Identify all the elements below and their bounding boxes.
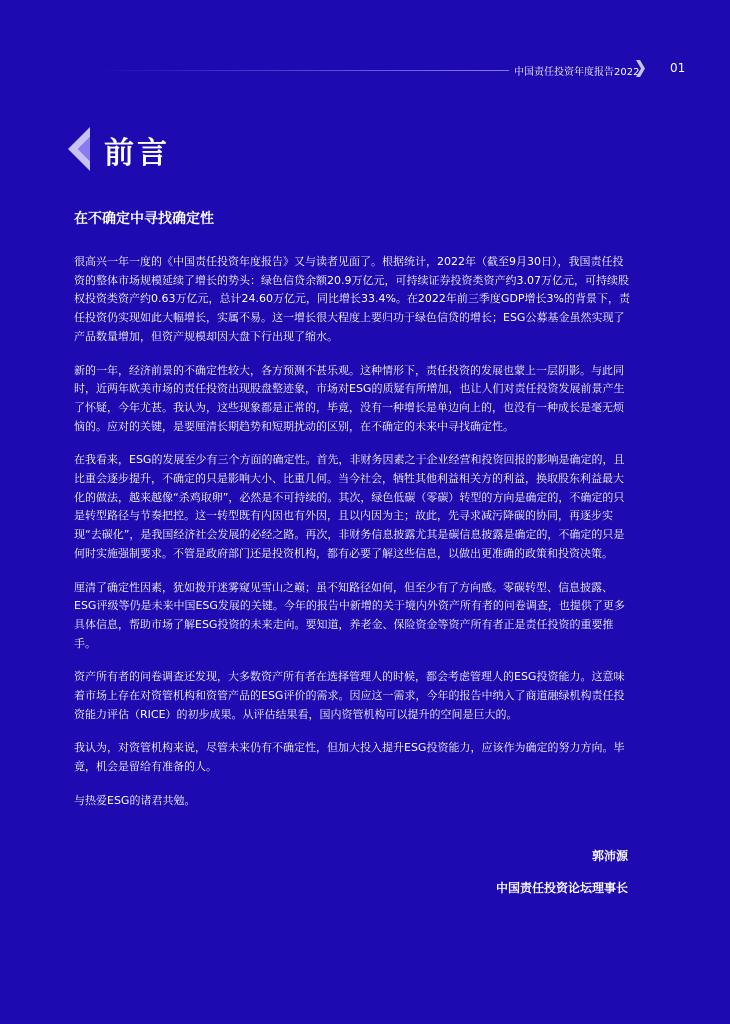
chevron-left-icon	[68, 127, 90, 171]
paragraph: 我认为，对资管机构来说，尽管未来仍有不确定性，但加大投入提升ESG投资能力，应该作为确定的努力方向。毕竟，机会是留给有准备的人。	[74, 741, 625, 774]
paragraph: 新的一年，经济前景的不确定性较大，各方预测不甚乐观。这种情形下，责任投资的发展也蒙上一层阴影。与此同时，近两年欧美市场的责任投资出现股盘整迹象，市场对ESG的质疑有所增加，也让人们对责任投资发展前景产生了怀疑，今年尤甚。我认为，这些现象都是正常的，毕竟，没有一种增长是单边向上的，也没有一种成长是毫无烦恼的。应对的关键，是要厘清长期趋势和短期扰动的区别，在不确定的未来中寻找确定性。	[74, 363, 625, 433]
paragraph: 厘清了确定性因素，犹如拨开迷雾窥见雪山之巅；虽不知路径如何，但至少有了方向感。零碳转型、信息披露、ESG评级等仍是未来中国ESG发展的关键。今年的报告中新增的关于境内外资产所有者的问卷调查，也提供了更多具体信息，帮助市场了解ESG投资的未来走向。要知道，养老金、保险资金等资产所有者正是责任投资的重要推手。	[74, 580, 625, 650]
paragraph: 资产所有者的问卷调查还发现，大多数资产所有者在选择管理人的时候，都会考虑管理人的ESG投资能力。这意味着市场上存在对资管机构和资管产品的ESG评价的需求。因应这一需求，今年的报告中纳入了商道融绿机构责任投资能力评估（RICE）的初步成果。从评估结果看，国内资管机构可以提升的空间是巨大的。	[74, 670, 625, 721]
signature-name: 郭沛源	[591, 849, 628, 863]
header-rule	[92, 70, 509, 71]
paragraph: 很高兴一年一度的《中国责任投资年度报告》又与读者见面了。根据统计，2022年（截至9月30日），我国责任投资的整体市场规模延续了增长的势头：绿色信贷余额20.9万亿元，可持续证券投资类资产约3.07万亿元，可持续股权投资类资产约0.63万亿元，总计24.60万亿元，同比增长33.4%。在2022年前三季度GDP增长3%的背景下，责任投资仍实现如此大幅增长，实属不易。这一增长很大程度上要归功于绿色信贷的增长；ESG公募基金虽然实现了产品数量增加，但资产规模却因大盘下行出现了缩水。	[74, 255, 630, 343]
body-text	[74, 253, 632, 826]
signature-title: 中国责任投资论坛理事长	[495, 881, 628, 895]
page-number: 01	[670, 61, 686, 75]
paragraph: 与热爱ESG的诸君共勉。	[74, 793, 196, 807]
chevron-right-icon	[636, 60, 645, 77]
section-subtitle: 在不确定中寻找确定性	[74, 211, 214, 227]
page-title: 前言	[104, 136, 170, 171]
paragraph: 在我看来，ESG的发展至少有三个方面的确定性。首先，非财务因素之于企业经营和投资回报的影响是确定的，且比重会逐步提升，不确定的只是影响大小、比重几何。当今社会，牺牲其他利益相关方的利益，换取股东利益最大化的做法，越来越像“杀鸡取卵”，必然是不可持续的。其次，绿色低碳（零碳）转型的方向是确定的，不确定的只是转型路径与节奏把控。这一转型既有内因也有外因，且以内因为主；故此，先寻求减污降碳的协同，再逐步实现“去碳化”，是我国经济社会发展的必经之路。再次，非财务信息披露尤其是碳信息披露是确定的，不确定的只是何时实施强制要求。不管是政府部门还是投资机构，都有必要了解这些信息，以做出更准确的政策和投资决策。	[74, 453, 625, 560]
header-report-title: 中国责任投资年度报告2022	[514, 67, 640, 78]
